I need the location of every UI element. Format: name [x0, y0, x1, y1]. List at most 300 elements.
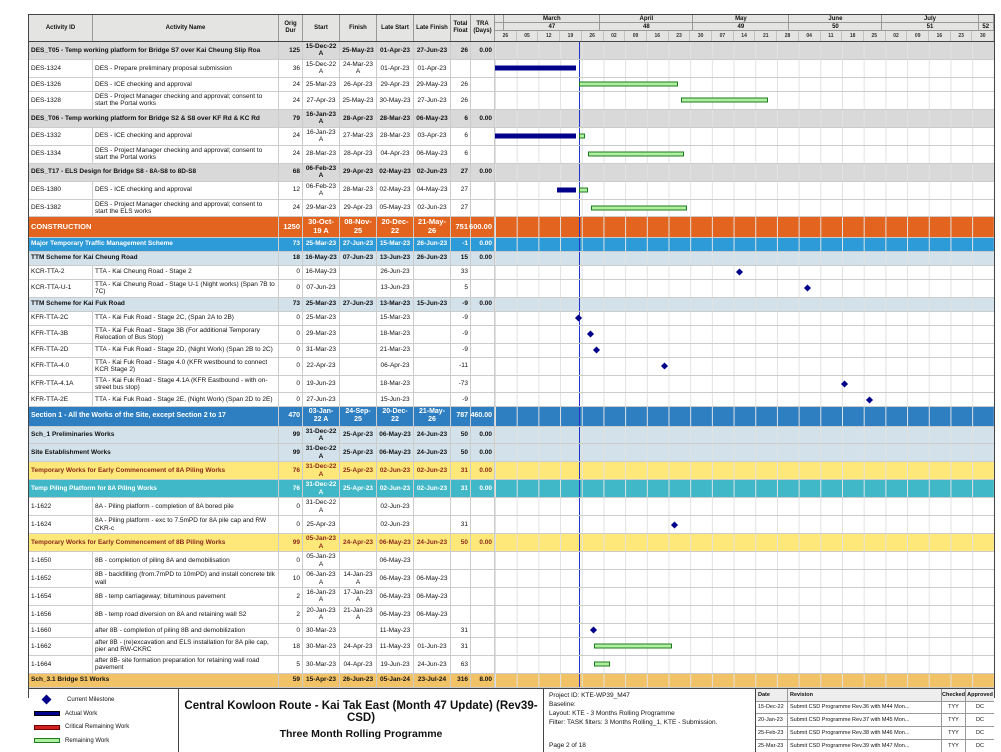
milestone-marker[interactable] [866, 396, 873, 403]
late-finish-date: 02-Jun-23 [414, 200, 451, 217]
tra-value [471, 393, 495, 406]
start-date: 06-Feb-23 A [303, 182, 340, 199]
total-float [451, 588, 471, 605]
finish-date [340, 393, 377, 406]
orig-dur: 36 [279, 60, 303, 77]
orig-dur: 0 [279, 280, 303, 297]
start-date: 25-Apr-23 [303, 516, 340, 533]
data-date-line [579, 624, 580, 637]
start-date: 22-Apr-23 [303, 358, 340, 375]
total-float: 50 [451, 534, 471, 551]
late-start-date: 13-Jun-23 [377, 252, 414, 265]
late-start-date: 18-Mar-23 [377, 326, 414, 343]
gantt-cell [495, 624, 994, 637]
finish-date: 26-Apr-23 [340, 78, 377, 91]
gantt-cell [495, 238, 994, 251]
total-float: 27 [451, 182, 471, 199]
start-date: 06-Feb-23 A [303, 164, 340, 181]
schedule-row[interactable] [29, 238, 994, 252]
late-start-date: 06-May-23 [377, 588, 414, 605]
total-float: 787 [451, 407, 471, 425]
months-row [495, 15, 994, 23]
orig-dur: 0 [279, 266, 303, 279]
schedule-row[interactable] [29, 312, 994, 326]
group-title: TTM Scheme for Kai Cheung Road [29, 252, 279, 265]
total-float [451, 606, 471, 623]
late-finish-date [414, 376, 451, 393]
timeline-header [495, 15, 994, 41]
activity-id: KFR-TTA-2E [29, 393, 93, 406]
milestone-marker[interactable] [671, 521, 678, 528]
data-date-line [579, 552, 580, 569]
gantt-cell [495, 298, 994, 311]
late-start-date: 06-May-23 [377, 606, 414, 623]
revision-cell: Date [756, 689, 788, 701]
schedule-row[interactable] [29, 534, 994, 552]
activity-id: 1-1624 [29, 516, 93, 533]
gantt-cell [495, 110, 994, 127]
revision-cell: Submit CSD Programme Rev.39 with M47 Mon... [788, 740, 942, 752]
schedule-row[interactable] [29, 146, 994, 164]
late-start-date: 02-Jun-23 [377, 498, 414, 515]
start-date: 16-Jan-23 A [303, 110, 340, 127]
activity-id: 1-1654 [29, 588, 93, 605]
period-label: 48 [600, 23, 693, 30]
schedule-row[interactable] [29, 252, 994, 266]
gantt-cell [495, 217, 994, 236]
start-date: 15-Apr-23 [303, 674, 340, 687]
gantt-cell [495, 498, 994, 515]
orig-dur: 0 [279, 393, 303, 406]
finish-date [340, 624, 377, 637]
revision-cell: 20-Jan-23 [756, 714, 788, 726]
data-date-line [579, 42, 580, 59]
start-date: 25-Mar-23 [303, 78, 340, 91]
tra-value [471, 606, 495, 623]
month-label [495, 15, 504, 22]
data-date-line [579, 393, 580, 406]
schedule-row[interactable] [29, 376, 994, 394]
tra-value [471, 624, 495, 637]
tra-value [471, 326, 495, 343]
periods-row [495, 23, 994, 31]
orig-dur: 470 [279, 407, 303, 425]
activity-name: 8A - Piling platform - completion of 8A bored pile [93, 498, 279, 515]
total-float [451, 60, 471, 77]
legend-label: Actual Work [65, 710, 98, 717]
milestone-marker[interactable] [804, 285, 811, 292]
finish-date [340, 312, 377, 325]
late-finish-date: 24-Jun-23 [414, 427, 451, 444]
gantt-cell [495, 427, 994, 444]
milestone-swatch-icon [42, 695, 52, 705]
finish-date: 24-Apr-23 [340, 638, 377, 655]
legend-label: Critical Remaining Work [65, 724, 130, 731]
week-label: 23 [669, 31, 691, 41]
schedule-row[interactable] [29, 444, 994, 462]
milestone-marker[interactable] [590, 627, 597, 634]
data-date-line [579, 588, 580, 605]
gantt-cell [495, 312, 994, 325]
start-date: 31-Dec-22 A [303, 444, 340, 461]
tra-value: 0.00 [471, 462, 495, 479]
info-block [544, 689, 756, 752]
late-start-date: 06-May-23 [377, 427, 414, 444]
info-line: Layout: KTE - 3 Months Rolling Programme [549, 709, 675, 717]
total-float: 15 [451, 252, 471, 265]
start-date: 16-Jan-23 A [303, 588, 340, 605]
late-finish-date: 06-May-23 [414, 606, 451, 623]
revision-cell: 25-Feb-23 [756, 727, 788, 739]
col-header-total-float: Total Float [451, 15, 471, 41]
activity-id: KFR-TTA-4.0 [29, 358, 93, 375]
tra-value [471, 280, 495, 297]
finish-date [340, 498, 377, 515]
legend-item [34, 711, 173, 717]
data-date-line [579, 358, 580, 375]
gantt-bar-actual[interactable] [495, 134, 576, 139]
revision-cell: DC [976, 704, 984, 711]
finish-date: 25-Apr-23 [340, 427, 377, 444]
revision-cell: DC [976, 730, 984, 736]
gantt-bar-remaining[interactable] [588, 152, 684, 157]
data-date-line [579, 427, 580, 444]
tra-value [471, 588, 495, 605]
late-finish-date [414, 266, 451, 279]
finish-date: 25-Apr-23 [340, 462, 377, 479]
late-finish-date: 04-May-23 [414, 182, 451, 199]
data-date-line [579, 92, 580, 109]
finish-date: 28-Apr-23 [340, 146, 377, 163]
legend-label: Current Milestone [67, 696, 115, 703]
schedule-row[interactable] [29, 280, 994, 298]
week-label: 02 [886, 31, 908, 41]
revision-row [756, 740, 994, 752]
activity-name: 8B - completion of piling 8A and demobilisation [93, 552, 279, 569]
total-float: 751 [451, 217, 471, 236]
week-label: 07 [712, 31, 734, 41]
orig-dur: 0 [279, 624, 303, 637]
schedule-row[interactable] [29, 606, 994, 624]
group-title: DES_T06 - Temp working platform for Bridge S2 & S8 over KF Rd & KC Rd [29, 110, 279, 127]
tra-value: 0.00 [471, 298, 495, 311]
tra-value: 0.00 [471, 444, 495, 461]
schedule-row[interactable] [29, 298, 994, 312]
milestone-marker[interactable] [593, 347, 600, 354]
revision-cell: DC [976, 717, 984, 724]
gantt-bar-remaining[interactable] [681, 98, 768, 103]
group-title: Temp Piling Platform for 8A Piling Works [29, 480, 279, 497]
gantt-cell [495, 480, 994, 497]
schedule-row[interactable] [29, 200, 994, 218]
revision-cell: Submit CSD Programme Rev.38 with M46 Mon... [788, 727, 942, 739]
schedule-row[interactable] [29, 217, 994, 237]
schedule-row[interactable] [29, 60, 994, 78]
finish-date: 25-May-23 [340, 92, 377, 109]
orig-dur: 24 [279, 146, 303, 163]
gantt-bar-remaining[interactable] [579, 82, 678, 87]
late-start-date: 28-Mar-23 [377, 110, 414, 127]
schedule-row[interactable] [29, 588, 994, 606]
total-float: -73 [451, 376, 471, 393]
orig-dur: 2 [279, 588, 303, 605]
gantt-bar-remaining[interactable] [579, 188, 588, 193]
orig-dur: 76 [279, 462, 303, 479]
start-date: 03-Jan-22 A [303, 407, 340, 425]
total-float: -1 [451, 238, 471, 251]
legend-item [34, 724, 173, 730]
schedule-row[interactable] [29, 462, 994, 480]
schedule-row[interactable] [29, 480, 994, 498]
week-label: 02 [604, 31, 626, 41]
late-start-date: 01-Apr-23 [377, 42, 414, 59]
rows-container [29, 42, 994, 688]
late-finish-date: 03-Apr-23 [414, 128, 451, 145]
total-float: -9 [451, 393, 471, 406]
late-start-date: 06-Apr-23 [377, 358, 414, 375]
finish-date: 07-Jun-23 [340, 252, 377, 265]
data-date-line [579, 266, 580, 279]
orig-dur: 0 [279, 516, 303, 533]
orig-dur: 73 [279, 238, 303, 251]
revision-cell: TYY [942, 714, 966, 726]
schedule-row[interactable] [29, 498, 994, 516]
orig-dur: 10 [279, 570, 303, 587]
finish-date: 21-Jan-23 A [340, 606, 377, 623]
data-date-line [579, 444, 580, 461]
start-date: 15-Dec-22 A [303, 42, 340, 59]
tra-value: 0.00 [471, 42, 495, 59]
gantt-bar-remaining[interactable] [594, 662, 609, 667]
revision-cell: Checked [942, 689, 966, 701]
period-label: 52 [979, 23, 994, 30]
late-finish-date: 23-Jul-24 [414, 674, 451, 687]
data-date-line [579, 60, 580, 77]
activity-id: DES-1382 [29, 200, 93, 217]
col-header-late-start: Late Start [377, 15, 414, 41]
schedule-row[interactable] [29, 427, 994, 445]
start-date: 30-Mar-23 [303, 624, 340, 637]
schedule-row[interactable] [29, 78, 994, 92]
schedule-row[interactable] [29, 656, 994, 674]
start-date: 27-Jun-23 [303, 393, 340, 406]
late-finish-date [414, 498, 451, 515]
late-finish-date [414, 393, 451, 406]
finish-date: 28-Apr-23 [340, 110, 377, 127]
total-float: 316 [451, 674, 471, 687]
late-start-date: 15-Mar-23 [377, 312, 414, 325]
activity-name: after 8B- site formation preparation for retaining wall road pavement [93, 656, 279, 673]
gantt-cell [495, 674, 994, 687]
schedule-row[interactable] [29, 92, 994, 110]
total-float: 26 [451, 78, 471, 91]
data-date-line [579, 200, 580, 217]
late-finish-date: 02-Jun-23 [414, 164, 451, 181]
schedule-row[interactable] [29, 674, 994, 688]
total-float: 6 [451, 146, 471, 163]
schedule-row[interactable] [29, 570, 994, 588]
orig-dur: 0 [279, 552, 303, 569]
late-start-date: 29-Apr-23 [377, 78, 414, 91]
gantt-bar-remaining[interactable] [579, 134, 585, 139]
start-date: 16-May-23 [303, 252, 340, 265]
orig-dur: 99 [279, 427, 303, 444]
late-finish-date: 26-Jun-23 [414, 252, 451, 265]
page-number: Page 2 of 18 [549, 741, 586, 749]
schedule-row[interactable] [29, 344, 994, 358]
page-subtitle: Three Month Rolling Programme [279, 728, 443, 741]
group-title: Site Establishment Works [29, 444, 279, 461]
start-date: 07-Jun-23 [303, 280, 340, 297]
late-finish-date [414, 326, 451, 343]
schedule-row[interactable] [29, 110, 994, 128]
late-finish-date: 06-May-23 [414, 570, 451, 587]
col-header-start: Start [303, 15, 340, 41]
gantt-bar-remaining[interactable] [594, 644, 671, 649]
total-float: -9 [451, 344, 471, 357]
gantt-cell [495, 266, 994, 279]
finish-date: 27-Jun-23 [340, 238, 377, 251]
total-float: 31 [451, 638, 471, 655]
milestone-marker[interactable] [587, 331, 594, 338]
schedule-row[interactable] [29, 516, 994, 534]
late-finish-date: 24-Jun-23 [414, 444, 451, 461]
late-start-date: 06-May-23 [377, 444, 414, 461]
late-start-date: 05-May-23 [377, 200, 414, 217]
tra-value: 0.00 [471, 238, 495, 251]
schedule-row[interactable] [29, 128, 994, 146]
late-finish-date [414, 344, 451, 357]
activity-id: KFR-TTA-2C [29, 312, 93, 325]
total-float: 33 [451, 266, 471, 279]
start-date: 31-Dec-22 A [303, 480, 340, 497]
schedule-row[interactable] [29, 393, 994, 407]
legend [29, 689, 179, 752]
start-date: 30-Mar-23 [303, 656, 340, 673]
finish-date: 24-Mar-23 A [340, 60, 377, 77]
tra-value [471, 200, 495, 217]
gantt-cell [495, 407, 994, 425]
revision-table [756, 689, 994, 752]
late-finish-date: 02-Jun-23 [414, 462, 451, 479]
week-label: 16 [647, 31, 669, 41]
group-title: Temporary Works for Early Commencement of 8B Piling Works [29, 534, 279, 551]
col-header-orig-dur: Orig Dur [279, 15, 303, 41]
schedule-row[interactable] [29, 164, 994, 182]
late-finish-date: 21-May-26 [414, 217, 451, 236]
finish-date: 24-Apr-23 [340, 534, 377, 551]
milestone-marker[interactable] [661, 362, 668, 369]
data-date-line [579, 252, 580, 265]
tra-value [471, 92, 495, 109]
gantt-cell [495, 92, 994, 109]
data-date-line [579, 516, 580, 533]
gantt-bar-remaining[interactable] [591, 205, 687, 210]
milestone-marker[interactable] [575, 315, 582, 322]
finish-date [340, 376, 377, 393]
schedule-row[interactable] [29, 326, 994, 344]
activity-name: after 8B - (re)excavation and ELS installation for 8A pile cap, pier and RW-CKRC [93, 638, 279, 655]
schedule-row[interactable] [29, 182, 994, 200]
group-title: CONSTRUCTION [29, 217, 279, 236]
finish-date: 24-Sep-25 [340, 407, 377, 425]
finish-date: 25-Apr-23 [340, 444, 377, 461]
activity-name: after 8B - completion of piling 8B and demobilization [93, 624, 279, 637]
col-header-late-finish: Late Finish [414, 15, 451, 41]
total-float: 50 [451, 444, 471, 461]
milestone-marker[interactable] [736, 269, 743, 276]
orig-dur: 24 [279, 128, 303, 145]
gantt-bar-actual[interactable] [557, 188, 576, 193]
milestone-marker[interactable] [841, 380, 848, 387]
week-label: 16 [929, 31, 951, 41]
start-date: 15-Dec-22 A [303, 60, 340, 77]
schedule-row[interactable] [29, 407, 994, 426]
revision-cell: DC [976, 742, 984, 749]
late-finish-date: 24-Jun-23 [414, 656, 451, 673]
schedule-row[interactable] [29, 266, 994, 280]
period-label: 49 [693, 23, 789, 30]
footer [29, 688, 994, 752]
schedule-row[interactable] [29, 638, 994, 656]
activity-name: 8A - Piling platform - exc to 7.5mPD for 8A pile cap and RW CKR-c [93, 516, 279, 533]
legend-label: Remaining Work [65, 737, 110, 744]
tra-value [471, 552, 495, 569]
start-date: 25-Mar-23 [303, 238, 340, 251]
legend-item [34, 696, 173, 703]
orig-dur: 99 [279, 534, 303, 551]
activity-id: DES-1326 [29, 78, 93, 91]
late-finish-date: 26-Jun-23 [414, 238, 451, 251]
gantt-cell [495, 358, 994, 375]
late-start-date: 02-Jun-23 [377, 480, 414, 497]
activity-id: DES-1332 [29, 128, 93, 145]
data-date-line [579, 376, 580, 393]
activity-id: 1-1656 [29, 606, 93, 623]
gantt-cell [495, 60, 994, 77]
late-finish-date [414, 552, 451, 569]
schedule-row[interactable] [29, 42, 994, 60]
gantt-bar-actual[interactable] [495, 66, 576, 71]
activity-name: TTA - Kai Fuk Road - Stage 2D, (Night Work) (Span 2B to 2C) [93, 344, 279, 357]
activity-id: 1-1652 [29, 570, 93, 587]
activity-id: KFR-TTA-2D [29, 344, 93, 357]
late-finish-date: 01-Apr-23 [414, 60, 451, 77]
schedule-row[interactable] [29, 358, 994, 376]
late-finish-date: 01-Jun-23 [414, 638, 451, 655]
gantt-cell [495, 534, 994, 551]
legend-item [34, 738, 173, 744]
info-line: Project ID: KTE-WP39_M47 [549, 691, 630, 699]
gantt-cell [495, 606, 994, 623]
orig-dur: 0 [279, 358, 303, 375]
late-start-date: 28-Mar-23 [377, 128, 414, 145]
week-label: 25 [864, 31, 886, 41]
schedule-row[interactable] [29, 552, 994, 570]
week-label: 19 [560, 31, 582, 41]
late-start-date: 26-Jun-23 [377, 266, 414, 279]
gantt-cell [495, 444, 994, 461]
schedule-row[interactable] [29, 624, 994, 638]
week-label: 18 [842, 31, 864, 41]
late-start-date: 11-May-23 [377, 638, 414, 655]
info-line: Filter: TASK filters: 3 Months Rolling_1, KTE - Submission. [549, 718, 718, 726]
total-float: 31 [451, 516, 471, 533]
gantt-cell [495, 280, 994, 297]
total-float: 27 [451, 200, 471, 217]
data-date-line [579, 164, 580, 181]
late-start-date: 15-Mar-23 [377, 238, 414, 251]
